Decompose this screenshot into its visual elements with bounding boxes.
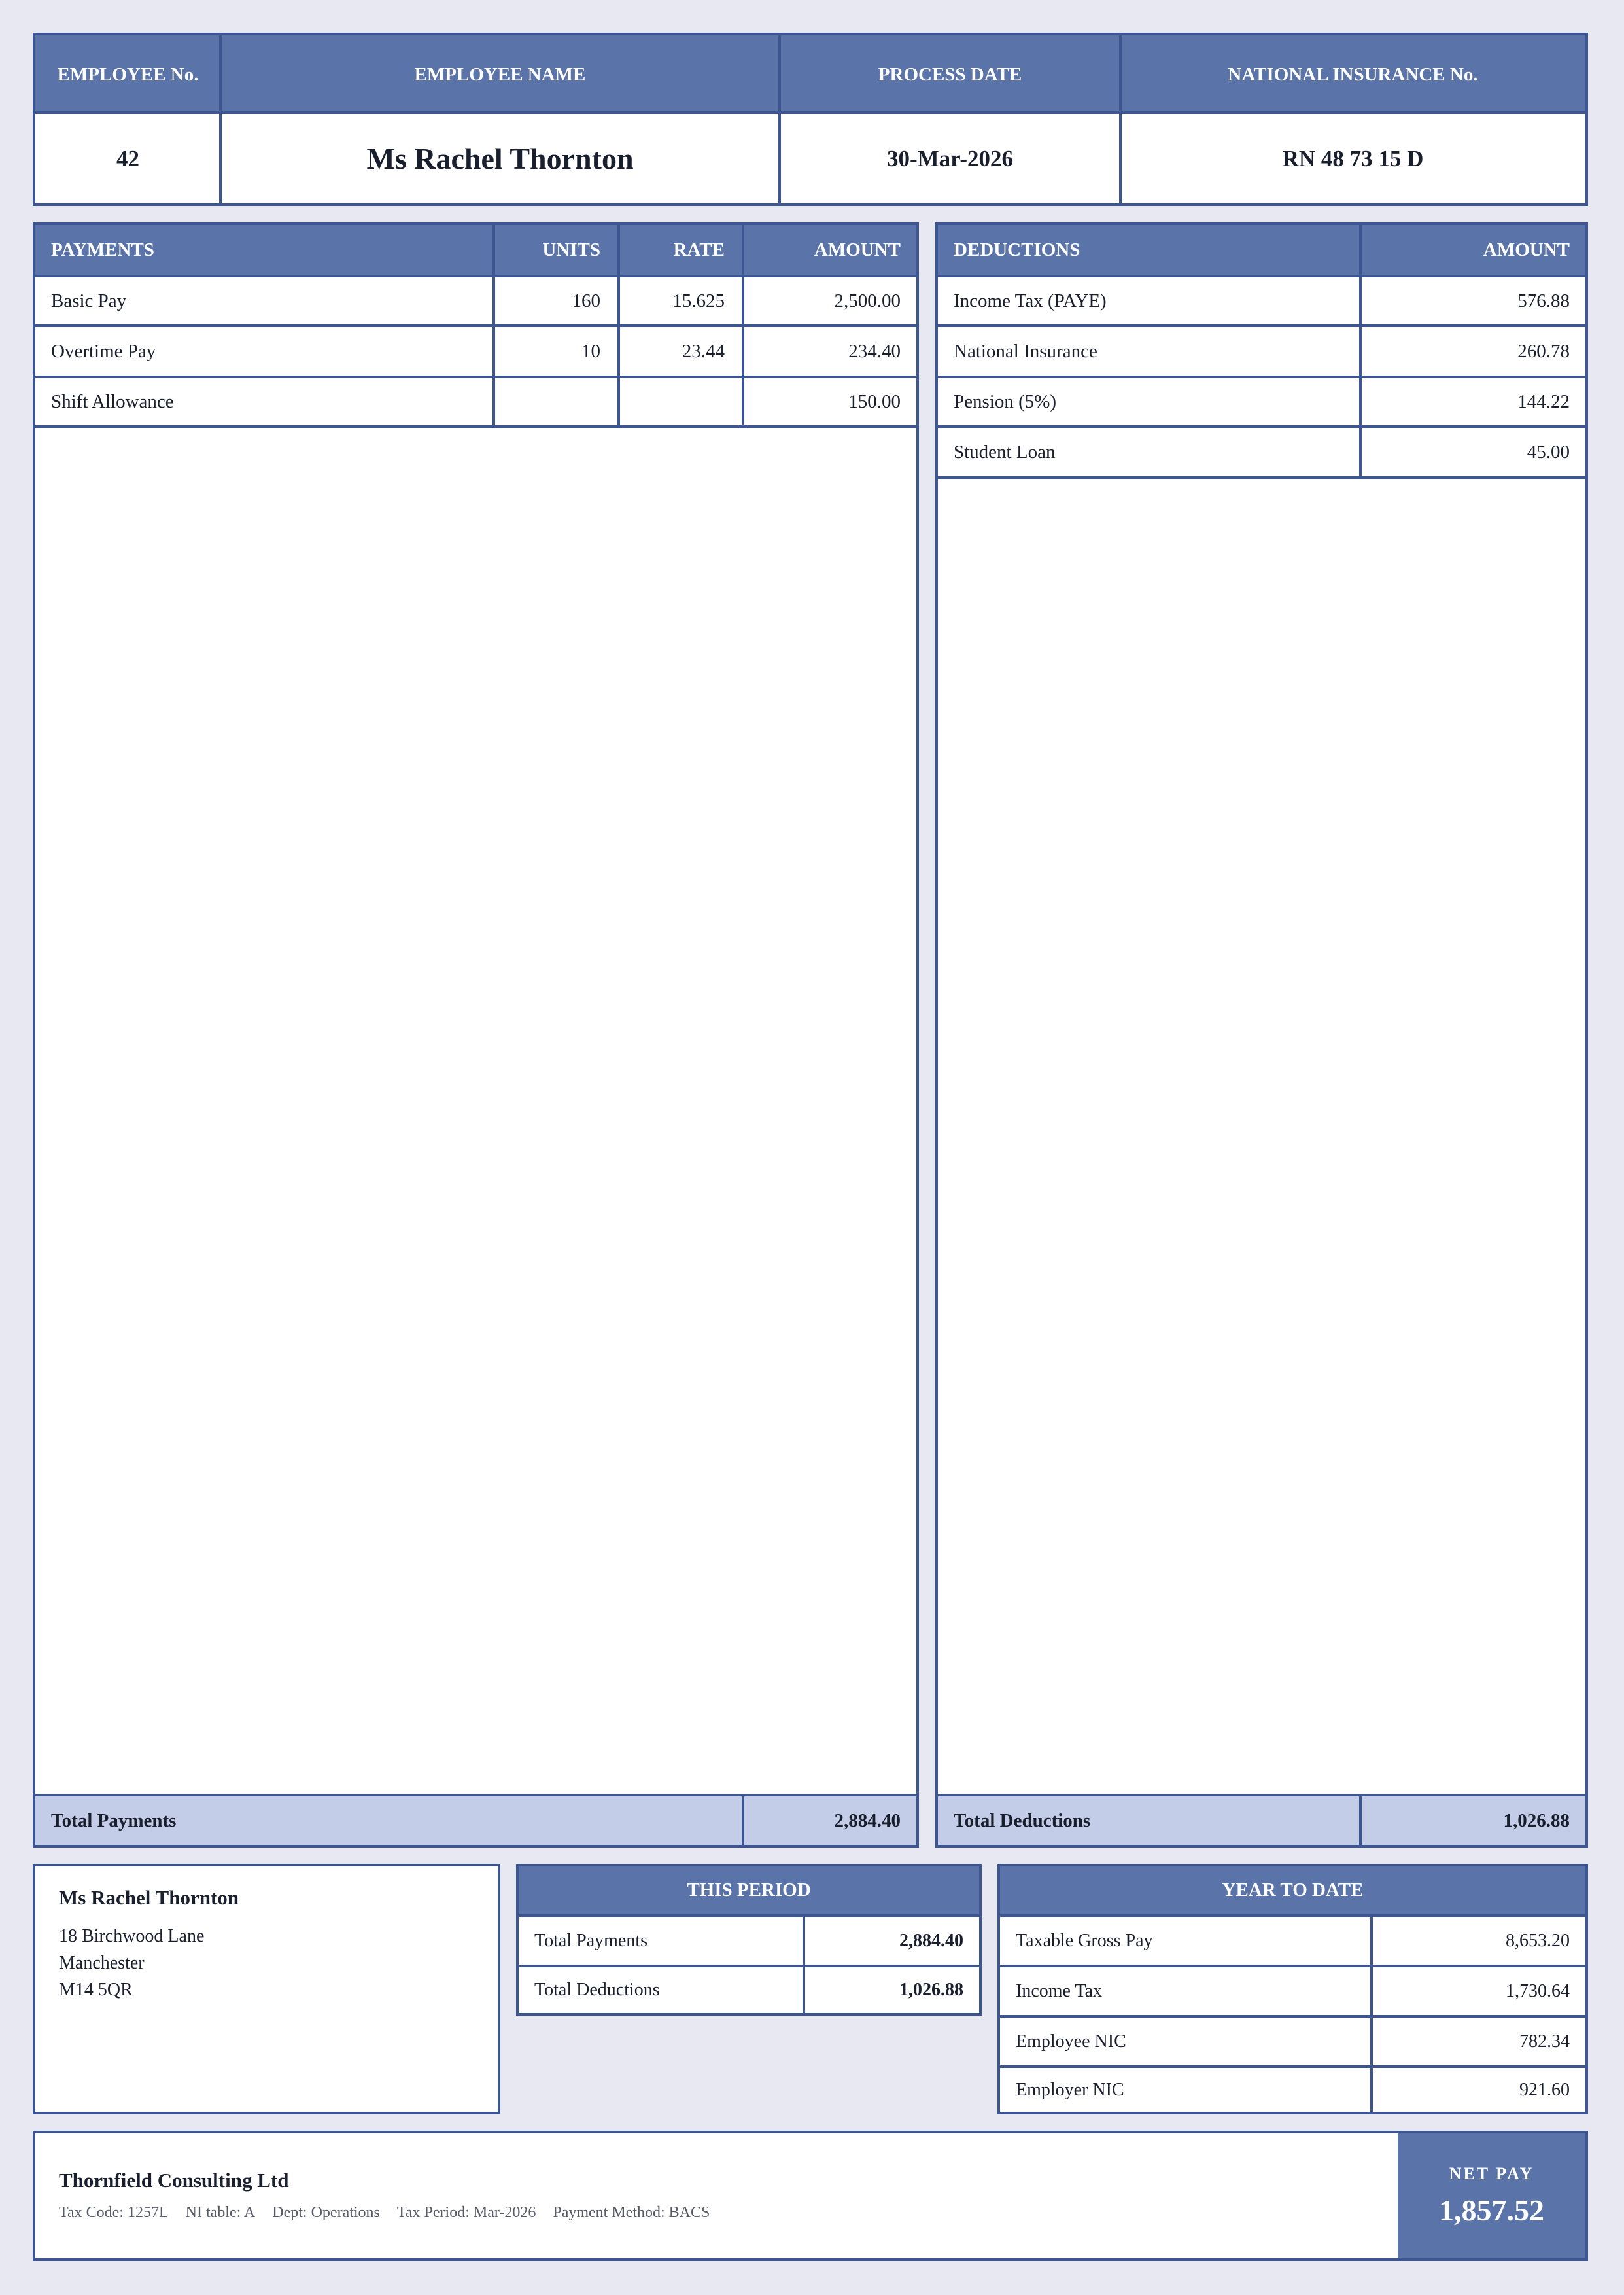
net-pay-label: NET PAY bbox=[1449, 2164, 1534, 2183]
this-period-table bbox=[516, 1864, 982, 2016]
this-period-label: Total Deductions bbox=[534, 1980, 660, 2000]
tax-code: Tax Code: 1257L bbox=[59, 2204, 169, 2221]
this-period-label: Total Payments bbox=[534, 1930, 648, 1951]
total-payments-value: 2,884.40 bbox=[744, 1796, 916, 1845]
ytd-label: Income Tax bbox=[1016, 1980, 1103, 2001]
year-to-date-table bbox=[997, 1864, 1588, 2114]
ytd-label: Employer NIC bbox=[1016, 2079, 1124, 2100]
deduction-amount-column-header: AMOUNT bbox=[1360, 225, 1585, 275]
this-period-value: 2,884.40 bbox=[899, 1930, 963, 1951]
total-payments-label: Total Payments bbox=[35, 1796, 742, 1845]
payment-amount: 150.00 bbox=[848, 391, 901, 412]
payments-table bbox=[33, 222, 919, 1848]
deduction-name: Income Tax (PAYE) bbox=[954, 290, 1107, 311]
employee-no-value: 42 bbox=[116, 145, 139, 171]
process-date-header bbox=[780, 35, 1120, 114]
address-line-2: Manchester bbox=[59, 1953, 145, 1973]
deduction-amount: 576.88 bbox=[1517, 290, 1570, 311]
payment-rate: 15.625 bbox=[672, 290, 725, 311]
process-date-value: 30-Mar-2026 bbox=[886, 145, 1014, 171]
employee-name-value: Ms Rachel Thornton bbox=[366, 142, 634, 175]
employee-no-header bbox=[35, 35, 220, 114]
net-pay-panel bbox=[1398, 2133, 1585, 2258]
payment-method: Payment Method: BACS bbox=[553, 2204, 710, 2221]
ni-label: NATIONAL INSURANCE No. bbox=[1228, 63, 1478, 85]
deductions-column-header: DEDUCTIONS bbox=[938, 225, 1360, 275]
total-deductions-label: Total Deductions bbox=[938, 1796, 1359, 1845]
employee-no-label: EMPLOYEE No. bbox=[57, 63, 199, 85]
payment-rate bbox=[619, 378, 743, 425]
payment-units bbox=[494, 378, 619, 425]
department: Dept: Operations bbox=[272, 2204, 380, 2221]
process-date-label: PROCESS DATE bbox=[878, 63, 1022, 85]
deduction-amount: 45.00 bbox=[1527, 441, 1570, 463]
rate-column-header: RATE bbox=[619, 225, 743, 275]
ytd-value: 8,653.20 bbox=[1506, 1930, 1570, 1951]
deduction-name: Student Loan bbox=[954, 441, 1056, 463]
employee-name-header bbox=[220, 35, 780, 114]
ni-number-value: RN 48 73 15 D bbox=[1282, 145, 1424, 171]
tax-period: Tax Period: Mar-2026 bbox=[396, 2204, 536, 2221]
address-name: Ms Rachel Thornton bbox=[59, 1886, 239, 1909]
deduction-name: National Insurance bbox=[954, 340, 1097, 362]
ytd-value: 921.60 bbox=[1519, 2079, 1570, 2100]
ytd-value: 782.34 bbox=[1519, 2031, 1570, 2052]
payslip-footer bbox=[33, 2131, 1588, 2261]
payment-units: 160 bbox=[572, 290, 600, 311]
ytd-title: YEAR TO DATE bbox=[1000, 1866, 1585, 1914]
payment-amount: 2,500.00 bbox=[834, 290, 901, 311]
total-deductions-value: 1,026.88 bbox=[1362, 1796, 1585, 1845]
amount-column-header: AMOUNT bbox=[743, 225, 916, 275]
ytd-label: Taxable Gross Pay bbox=[1016, 1930, 1153, 1951]
payment-name: Basic Pay bbox=[51, 290, 127, 311]
deduction-amount: 260.78 bbox=[1517, 340, 1570, 362]
payments-column-header: PAYMENTS bbox=[35, 225, 494, 275]
net-pay-value: 1,857.52 bbox=[1439, 2194, 1544, 2227]
payment-name: Overtime Pay bbox=[51, 340, 156, 362]
payment-amount: 234.40 bbox=[848, 340, 901, 362]
this-period-title: THIS PERIOD bbox=[519, 1866, 979, 1914]
ni-table: NI table: A bbox=[185, 2204, 256, 2221]
this-period-value: 1,026.88 bbox=[899, 1980, 963, 2000]
ytd-label: Employee NIC bbox=[1016, 2031, 1126, 2052]
address-line-3: M14 5QR bbox=[59, 1980, 133, 2000]
company-name: Thornfield Consulting Ltd bbox=[59, 2169, 289, 2192]
employee-name-label: EMPLOYEE NAME bbox=[414, 63, 586, 85]
units-column-header: UNITS bbox=[494, 225, 619, 275]
deduction-amount: 144.22 bbox=[1517, 391, 1570, 412]
ni-header bbox=[1120, 35, 1585, 114]
employee-address bbox=[33, 1864, 500, 2114]
employee-header bbox=[33, 33, 1588, 206]
deduction-name: Pension (5%) bbox=[954, 391, 1057, 412]
payroll-details bbox=[59, 2204, 710, 2222]
payment-units: 10 bbox=[581, 340, 600, 362]
ytd-value: 1,730.64 bbox=[1506, 1980, 1570, 2001]
address-line-1: 18 Birchwood Lane bbox=[59, 1926, 205, 1946]
payment-rate: 23.44 bbox=[682, 340, 725, 362]
deductions-table bbox=[935, 222, 1588, 1848]
payment-name: Shift Allowance bbox=[51, 391, 174, 412]
